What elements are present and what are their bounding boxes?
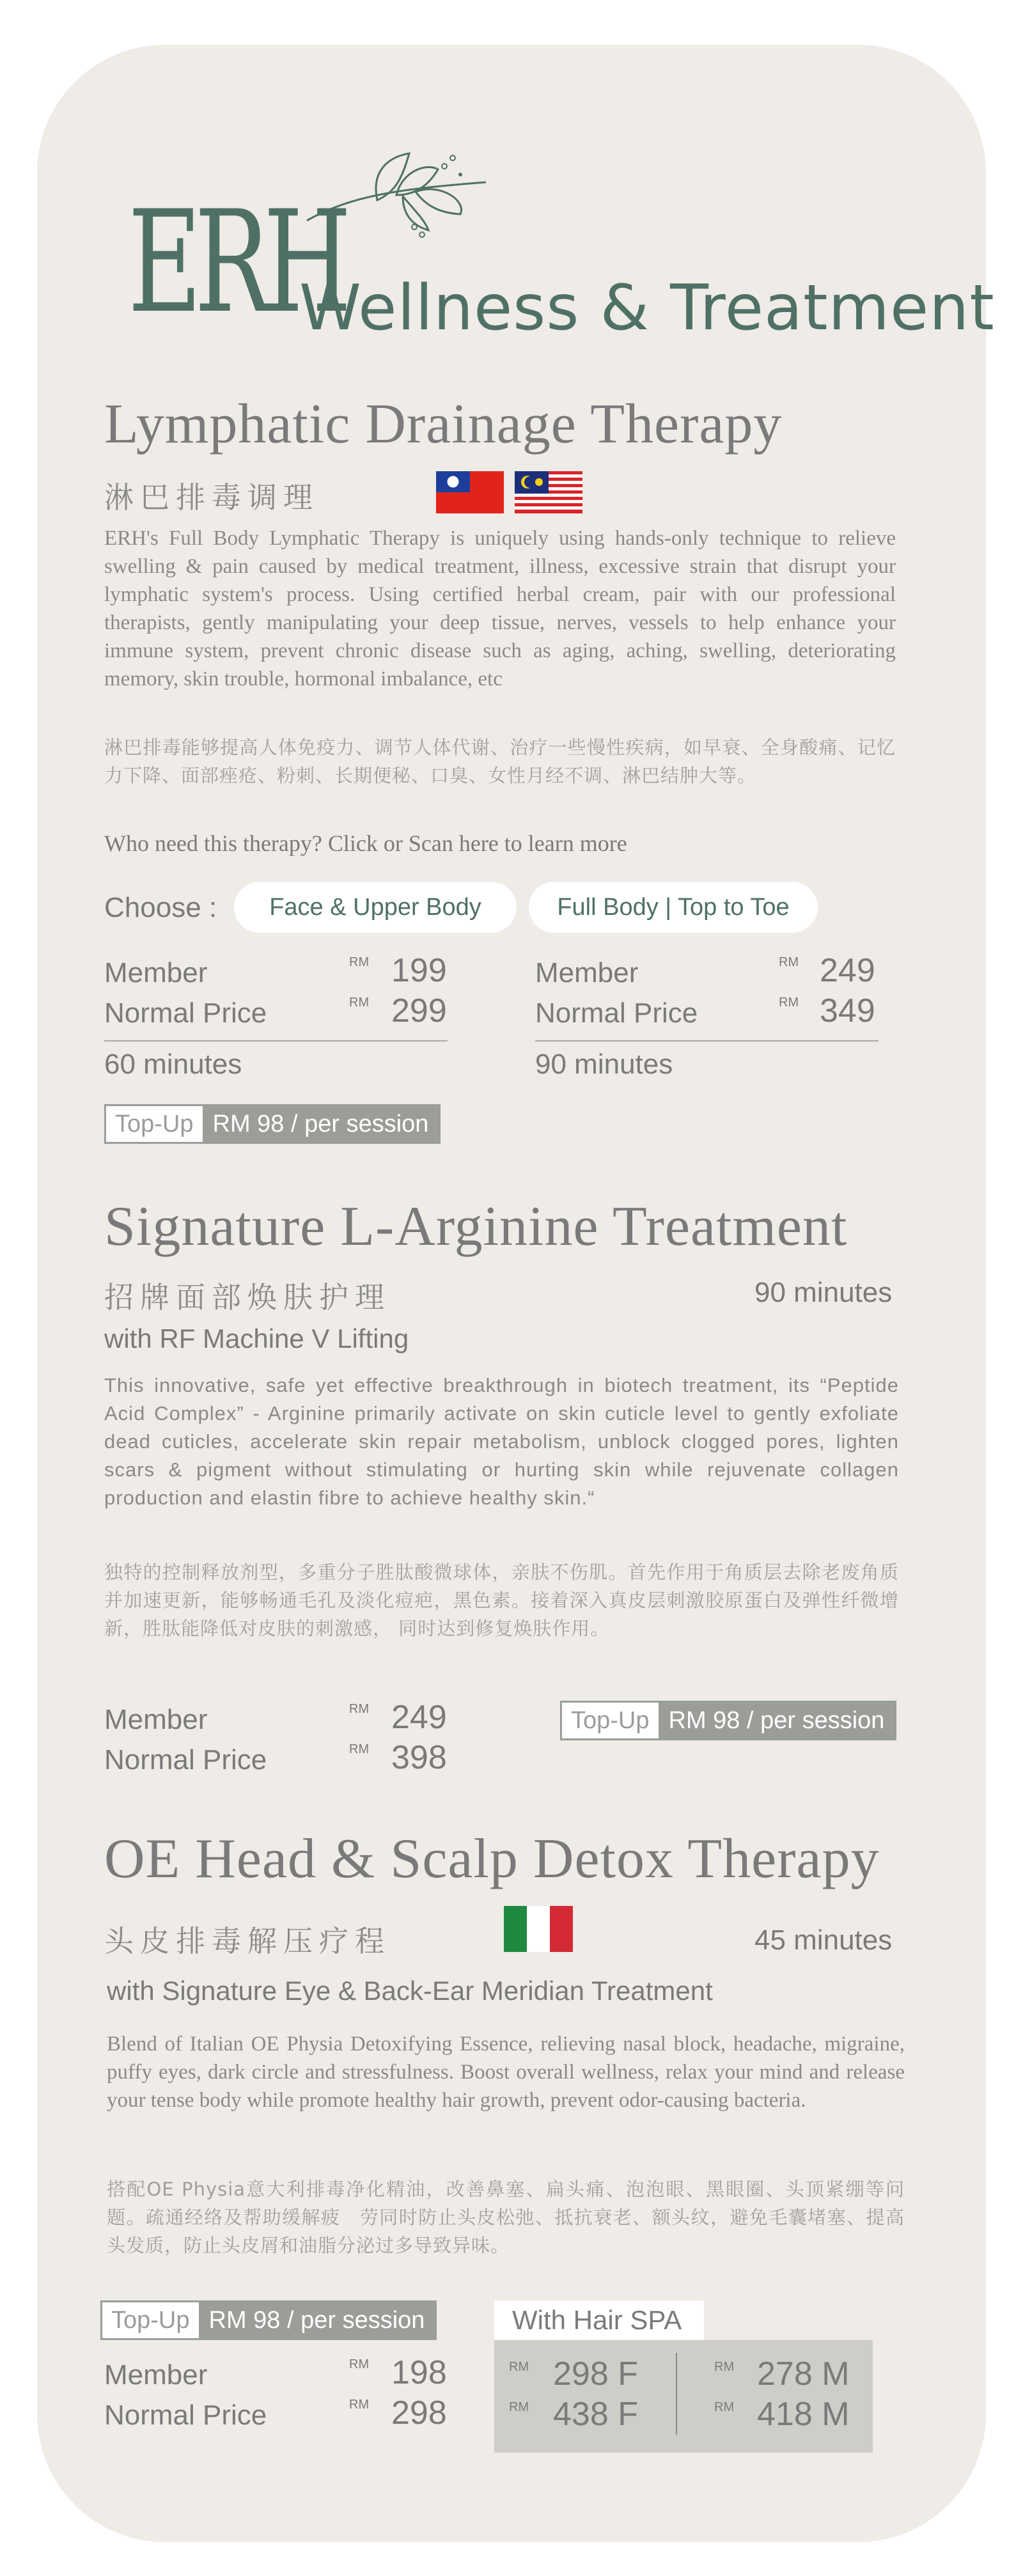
topup-value: RM 98 / per session [668, 1707, 885, 1734]
currency-label: RM [349, 2398, 370, 2412]
scalp-description-cn: 搭配OE Physia意大利排毒净化精油，改善鼻塞、扁头痛、泡泡眼、黑眼圈、头顶紧绷等问题。疏通经络及帮助缓解疲 劳同时防止头皮松弛、抵抗衰老、额头纹，避免毛囊堵塞、提高头发质，防止头皮屑和油脂分泌过多导致异味。 [107, 2178, 905, 2256]
arginine-title: Signature L-Arginine Treatment [104, 1196, 848, 1258]
scalp-description-en: Blend of Italian OE Physia Detoxifying Essence, relieving nasal block, headache, migraine, puffy eyes, dark circle and stressfulness. Boost overall wellness, relax your mind and release your tense body while promote healthy hair growth, prevent odor-causing bacteria. [107, 2033, 905, 2112]
currency-label: RM [349, 2357, 370, 2371]
topup-value: RM 98 / per session [208, 2307, 425, 2334]
plan1-member-price: 199 [391, 952, 447, 989]
plan2-duration: 90 minutes [535, 1049, 673, 1080]
scalp-normal-label: Normal Price [104, 2400, 267, 2431]
hair-spa-male-normal-price: 418 M [757, 2396, 850, 2433]
hair-spa-female-normal-price: 438 F [553, 2396, 638, 2433]
topup-label: Top-Up [102, 2302, 199, 2338]
hair-spa-female-member-price: 298 F [553, 2355, 638, 2393]
scalp-normal-price: 298 [391, 2394, 447, 2432]
divider [676, 2353, 677, 2435]
choose-label: Choose : [104, 892, 217, 923]
brand-title: Wellness & Treatment [299, 272, 995, 345]
currency-label: RM [509, 2360, 529, 2374]
brand-logo: ERH [128, 180, 345, 344]
currency-label: RM [349, 1702, 370, 1716]
currency-label: RM [779, 955, 799, 969]
leaf-branch-icon [301, 144, 492, 246]
arginine-topup-badge [560, 1701, 896, 1740]
lymphatic-description-en: ERH's Full Body Lymphatic Therapy is uniquely using hands-only technique to relieve swelling & pain caused by medical treatment, illness, excessive strain that disrupt your lymphatic system's process. Using certified herbal cream, pair with our professional therapists, gently manipulating your deep tissue, nerves, vessels to help enhance your immune system, prevent chronic disease such as aging, aching, swelling, deteriorating memory, skin trouble, hormonal imbalance, etc [104, 527, 896, 691]
topup-value: RM 98 / per session [212, 1111, 429, 1137]
arginine-description-cn: 独特的控制释放剂型，多重分子胜肽酸微球体，亲肤不伤肌。首先作用于角质层去除老废角质并加速更新，能够畅通毛孔及淡化痘疤，黑色素。接着深入真皮层刺激胶原蛋白及弹性纤微增新，胜肽能降低对皮肤的刺激感， 同时达到修复焕肤作用。 [104, 1561, 899, 1639]
scalp-member-label: Member [104, 2359, 208, 2391]
option-full-body[interactable]: Full Body | Top to Toe [529, 882, 818, 933]
lymphatic-cn-title: 淋巴排毒调理 [104, 480, 319, 515]
lymphatic-topup-badge [104, 1104, 441, 1144]
lymphatic-description-cn: 淋巴排毒能够提高人体免疫力、调节人体代谢、治疗一些慢性疾病，如早衰、全身酸痛、记忆力下降、面部痤疮、粉刺、长期便秘、口臭、女性月经不调、淋巴结肿大等。 [104, 737, 896, 786]
malaysia-flag-icon [515, 471, 582, 513]
arginine-member-label: Member [104, 1704, 208, 1735]
lymphatic-learn-more-link[interactable]: Who need this therapy? Click or Scan here to learn more [104, 831, 627, 856]
currency-label: RM [349, 1742, 370, 1756]
arginine-description-en: This innovative, safe yet effective breakthrough in biotech treatment, its “Peptide Acid Complex” - Arginine primarily activate on skin cuticle level to gently exfoliate dead cuticles, accelerate skin repair metabolism, unblock clogged pores, lighten scars & pigment without stimulating or hurting skin while rejuvenate collagen production and elastin fibre to achieve healthy skin.“ [104, 1374, 899, 1509]
plan2-member-price: 249 [820, 952, 875, 989]
arginine-subtitle: with RF Machine V Lifting [104, 1323, 409, 1354]
lymphatic-title: Lymphatic Drainage Therapy [104, 393, 783, 455]
hair-spa-label: With Hair SPA [494, 2300, 704, 2340]
divider [104, 1040, 448, 1042]
currency-label: RM [349, 995, 370, 1010]
scalp-duration: 45 minutes [754, 1924, 893, 1956]
plan2-normal-label: Normal Price [535, 997, 698, 1029]
scalp-title: OE Head & Scalp Detox Therapy [104, 1828, 880, 1890]
plan2-member-label: Member [535, 957, 639, 988]
plan1-duration: 60 minutes [104, 1049, 242, 1080]
topup-label: Top-Up [106, 1106, 203, 1142]
plan1-normal-label: Normal Price [104, 997, 267, 1029]
option-face-upper-body[interactable]: Face & Upper Body [234, 882, 517, 933]
plan1-normal-price: 299 [391, 992, 447, 1029]
divider [535, 1040, 879, 1042]
scalp-member-price: 198 [391, 2354, 447, 2391]
currency-label: RM [349, 955, 370, 969]
arginine-normal-price: 398 [391, 1739, 447, 1776]
taiwan-flag-icon [436, 471, 504, 513]
scalp-topup-badge [100, 2300, 437, 2340]
italy-flag-icon [504, 1906, 573, 1952]
plan2-normal-price: 349 [820, 992, 875, 1029]
scalp-cn-title: 头皮排毒解压疗程 [104, 1924, 391, 1958]
currency-label: RM [714, 2360, 735, 2374]
currency-label: RM [509, 2400, 529, 2414]
currency-label: RM [779, 995, 799, 1010]
hair-spa-male-member-price: 278 M [757, 2355, 850, 2393]
arginine-cn-title: 招牌面部焕肤护理 [104, 1280, 391, 1315]
topup-label: Top-Up [562, 1703, 659, 1738]
currency-label: RM [714, 2400, 735, 2414]
arginine-normal-label: Normal Price [104, 1744, 267, 1776]
scalp-subtitle: with Signature Eye & Back-Ear Meridian Treatment [107, 1976, 713, 2006]
plan1-member-label: Member [104, 957, 208, 988]
arginine-member-price: 249 [391, 1699, 447, 1736]
arginine-duration: 90 minutes [754, 1277, 893, 1308]
